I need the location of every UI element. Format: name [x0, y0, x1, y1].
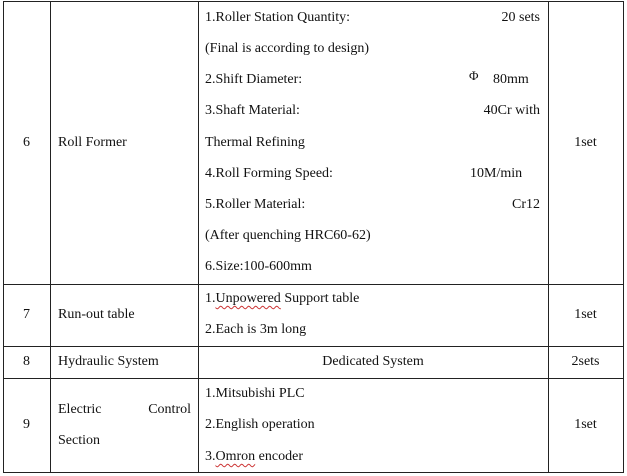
item-name: Roll Former — [58, 135, 127, 150]
quantity: 1set — [574, 135, 597, 150]
spec-line: 2.English operation — [205, 417, 315, 432]
spec-line: 6.Size:100-600mm — [205, 259, 312, 274]
spec-line-value: 80mm — [493, 72, 529, 87]
quantity: 1set — [574, 307, 597, 322]
spec-line: (After quenching HRC60-62) — [205, 228, 371, 243]
spec-line-label: 4.Roll Forming Speed: — [205, 166, 333, 181]
row-divider — [3, 346, 624, 347]
spec-line-value: 20 sets — [501, 10, 540, 25]
spec-line-label: 5.Roller Material: — [205, 197, 306, 212]
spec-line: 3.Omron encoder — [205, 449, 303, 464]
spec-line-label: 3.Shaft Material: — [205, 103, 300, 118]
spec-line-label: 1.Roller Station Quantity: — [205, 10, 351, 25]
diameter-symbol: Φ — [469, 68, 479, 83]
item-name-word: Electric — [58, 402, 102, 417]
spec-line: Dedicated System — [322, 354, 424, 369]
item-name-word: Control — [148, 402, 191, 417]
spec-line: Thermal Refining — [205, 135, 305, 150]
spec-line: (Final is according to design) — [205, 41, 370, 56]
spec-line-label: 2.Shift Diameter: — [205, 72, 303, 87]
item-name-line: Section — [58, 433, 100, 448]
table-border-right — [623, 1, 624, 473]
item-name: Hydraulic System — [58, 354, 159, 369]
item-name: Run-out table — [58, 307, 135, 322]
row-number: 6 — [23, 135, 30, 150]
column-divider — [198, 1, 199, 473]
spellcheck-word: Omron — [215, 449, 256, 464]
spec-line: 1.Mitsubishi PLC — [205, 386, 305, 401]
table-border-left — [3, 1, 4, 473]
row-number: 7 — [23, 307, 30, 322]
table-border-bottom — [3, 472, 624, 473]
row-divider — [3, 378, 624, 379]
spec-line-value: 40Cr with — [483, 103, 540, 118]
spec-line-value: 10M/min — [470, 166, 523, 181]
column-divider — [548, 1, 549, 473]
spec-line: 2.Each is 3m long — [205, 322, 307, 337]
row-number: 9 — [23, 417, 30, 432]
spec-line-value: Cr12 — [512, 197, 540, 212]
spec-line: 1.Unpowered Support table — [205, 291, 360, 306]
spec-table — [3, 1, 624, 473]
quantity: 1set — [574, 417, 597, 432]
column-divider — [50, 1, 51, 473]
row-number: 8 — [23, 354, 30, 369]
spellcheck-word: Unpowered — [215, 291, 281, 306]
quantity: 2sets — [571, 354, 600, 369]
table-border-top — [3, 1, 624, 2]
row-divider — [3, 284, 624, 285]
